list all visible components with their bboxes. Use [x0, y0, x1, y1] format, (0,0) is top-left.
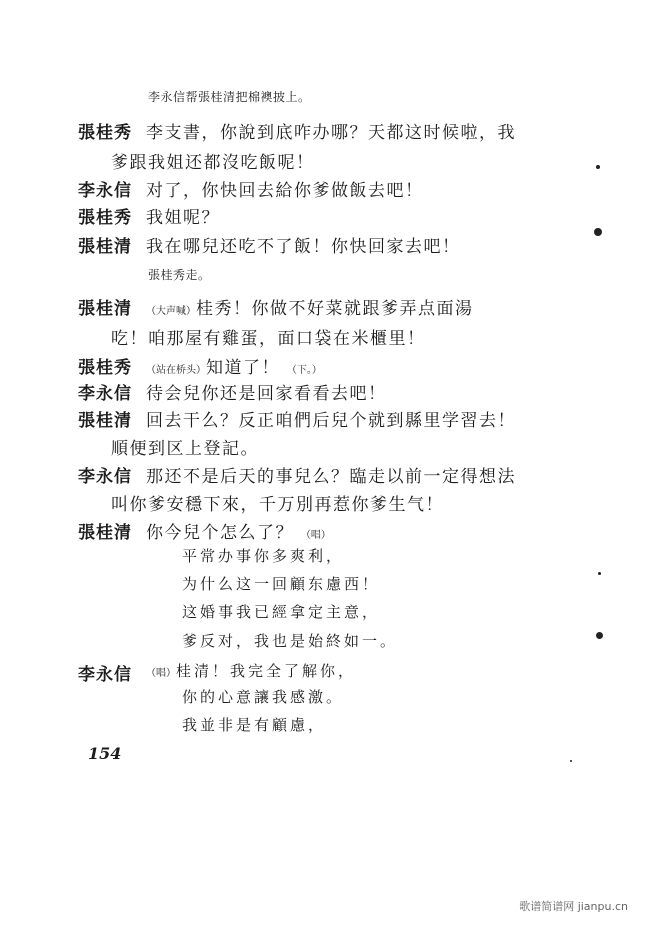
dialogue-line: 那还不是后天的事兒么？臨走以前一定得想法 [146, 467, 516, 487]
song-line: 平常办事你多爽利， [182, 547, 345, 565]
speaker-name: 李永信 [78, 665, 132, 685]
dialogue-continuation: 叫你爹安穩下來，千万別再惹你爹生气！ [111, 495, 444, 515]
scan-speck [596, 632, 603, 639]
song-line: 你的心意讓我感激。 [182, 688, 345, 706]
dialogue-line: 对了，你快回去給你爹做飯去吧！ [146, 181, 424, 201]
scan-speck [596, 165, 600, 169]
dialogue-text: 你今兒个怎么了？ [146, 523, 294, 543]
dialogue-text: 桂秀！你做不好菜就跟爹弄点面湯 [196, 299, 474, 319]
stage-aside: （唱） [300, 530, 331, 541]
dialogue-line: 李支書，你說到底咋办哪？天都这时候啦，我 [146, 123, 516, 143]
dialogue-line: 待会兒你还是回家看看去吧！ [146, 384, 387, 404]
song-line: 为什么这一回顧东慮西！ [182, 575, 381, 593]
dialogue-line: 回去干么？反正咱們后兒个就到縣里学習去！ [146, 411, 516, 431]
dialogue-continuation: 爹跟我姐还都沒吃飯呢！ [111, 153, 315, 173]
speaker-name: 張桂清 [78, 237, 132, 257]
speaker-name: 李永信 [78, 467, 132, 487]
stage-aside: （站在桥头） [146, 365, 206, 376]
scan-speck [594, 228, 602, 236]
scan-speck [570, 760, 572, 762]
stage-exit: （下。） [286, 365, 322, 376]
speaker-name: 張桂秀 [78, 208, 132, 228]
speaker-name: 李永信 [78, 181, 132, 201]
speaker-name: 張桂清 [78, 523, 132, 543]
stage-aside: （大声喊） [146, 306, 196, 317]
speaker-name: 張桂秀 [78, 358, 132, 378]
song-line: 这婚事我已經拿定主意， [182, 603, 381, 621]
dialogue-continuation: 順便到区上登記。 [111, 439, 259, 459]
dialogue-line [146, 660, 356, 681]
dialogue-line [146, 294, 474, 319]
dialogue-line [146, 353, 322, 378]
speaker-name: 張桂清 [78, 411, 132, 431]
dialogue-line: 我在哪兒还吃不了飯！你快回家去吧！ [146, 237, 461, 257]
stage-direction: 張桂秀走。 [148, 268, 211, 282]
dialogue-continuation: 吃！咱那屋有雞蛋，面口袋在米櫃里！ [111, 329, 426, 349]
dialogue-text: 知道了！ [206, 358, 280, 378]
dialogue-line: 我姐呢？ [146, 208, 220, 228]
song-line: 爹反对，我也是始終如一。 [182, 632, 399, 650]
page-number: 154 [88, 744, 122, 763]
scan-speck [598, 572, 601, 575]
song-line: 我並非是有顧慮， [182, 716, 327, 734]
stage-direction: 李永信帮張桂清把棉襖披上。 [148, 90, 311, 104]
stage-aside: （唱） [146, 668, 176, 679]
speaker-name: 張桂秀 [78, 123, 132, 143]
speaker-name: 李永信 [78, 384, 132, 404]
speaker-name: 張桂清 [78, 299, 132, 319]
watermark: 歌谱简谱网 jianpu.cn [519, 900, 628, 913]
dialogue-text: 桂清！我完全了解你， [176, 662, 357, 680]
dialogue-line [146, 518, 331, 543]
